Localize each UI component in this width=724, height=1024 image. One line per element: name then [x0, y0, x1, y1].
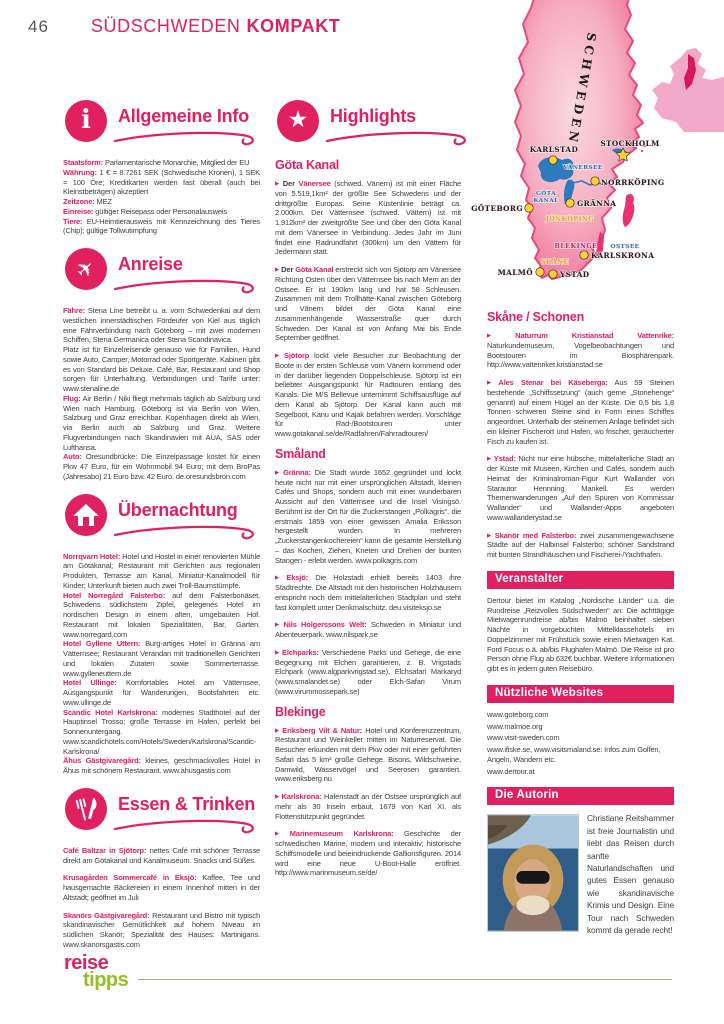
- website-line: www.goteborg.com: [487, 709, 549, 719]
- anreise-entry: [63, 306, 260, 345]
- city-dot-ystad: [549, 270, 557, 278]
- websites-list: [487, 710, 674, 777]
- fork-knife-icon: [65, 788, 107, 830]
- section-highlights: [275, 98, 461, 878]
- swoosh-underline: [113, 817, 263, 835]
- entry-lead: Ales Stenar bei Käseberga:: [498, 378, 608, 387]
- entry-text: Komfortables Hotel am Vätternsee, Ausgangspunkt für Wanderungen, Bootsfahrten etc. www.ullinge.de: [63, 678, 261, 707]
- veranstalter-text: Dertour bietet im Katalog „Nordische Länder“ u.a. die Rundreise „Reizvolles Südschweden“ an: Die achttägige Mietwagenrundreise ab/bis Malmö beinhaltet sieben Nächte in vorgebuchten Mittelklassehotels im Doppelzimmer mit Frühstück sowie einen Mietwagen Kat. Ford Focus o.ä. ab/bis Flughafen Malmö. Die Reise ist pro Person ohne Flug ab 632€ buchbar. Weitere Informationen gibt es in jedem guten Reisebüro.: [487, 595, 674, 673]
- subsection-title-skane: Skåne / Schonen: [487, 310, 585, 324]
- star-icon-glyph: ★: [287, 106, 309, 133]
- entry-lead: Göta Kanal: [295, 265, 334, 274]
- entry-text: Die Holzstadt erhielt bereits 1403 ihre Stadtrechte. Die Altstadt mit den historischen Holzhäusern entspricht noch dem mittelalterlichen Stadtplan und steht fast komplett unter Denkmalschutz. deu.visiteksjo.se: [275, 573, 461, 612]
- restaurant-entry: [63, 846, 260, 866]
- entry-lead: Tiere:: [63, 216, 83, 226]
- entry-text: gültiger Reisepass oder Personalausweis: [93, 206, 228, 216]
- country-label: SCHWEDEN: [565, 31, 599, 147]
- fork-knife-icon-shape: [73, 797, 99, 821]
- entry-lead: Åhus Gästgivaregård:: [63, 756, 141, 766]
- footer-divider-line: [138, 979, 672, 980]
- city-label-norrkoping: NORRKÖPING: [601, 178, 665, 187]
- house-icon: [65, 494, 107, 536]
- entry-prefix: Der: [282, 179, 299, 188]
- triangle-bullet: ▶: [487, 333, 514, 339]
- info-icon-glyph: i: [81, 104, 91, 135]
- hotel-entry: [63, 708, 260, 757]
- entry-text: Hafenstadt an der Ostsee ursprünglich auf mehr als 30 Inseln erbaut, 1679 von Karl XI. als Flottenstützpunkt gegründet.: [275, 792, 461, 821]
- triangle-bullet: ▶: [275, 575, 285, 582]
- entry-lead: Auto:: [63, 452, 82, 462]
- highlight-entry: [487, 378, 674, 446]
- entry-text: kleines, geschmackvolles Hotel in Åhus mit schönem Restaurant. www.ahusgastis.com: [63, 756, 260, 775]
- city-label-karlstad: KARLSTAD: [529, 145, 579, 154]
- entry-lead: Zeitzone:: [63, 197, 95, 206]
- entry-text: Naturkundemuseum, Vogelbeobachtungen und Bootstouren im Biosphärenpark. http://www.vattenriket.kristianstad.se: [487, 340, 674, 370]
- city-dot-karlskrona: [580, 251, 588, 259]
- city-dot-goteborg: [525, 204, 533, 212]
- subsection-body: [275, 179, 461, 439]
- restaurant-entry: [63, 911, 260, 950]
- house-icon-shape: [73, 503, 99, 527]
- entry-lead: Flug:: [63, 393, 81, 403]
- entry-text: EU-Heimtierausweis mit Kennzeichnung des Tieres (Chip); gültige Tollwutimpfung: [63, 216, 260, 236]
- europe-inset-map: [652, 48, 724, 132]
- hotel-entry: [63, 639, 260, 678]
- entry-lead: Einreise:: [63, 206, 94, 216]
- city-label-granna: GRÄNNA: [577, 199, 617, 208]
- section-uebernachtung: [63, 492, 260, 776]
- entry-text: (schwed. Vänern) ist mit einer Fläche von 5.519,1km² der größte See Schwedens und der drittgrößte Europas. Seine Küstenlinie beträgt ca. 2.000km. Der Vätternsee (schwed. Vättern) ist mit 1.912km² der zweitgrößte See und über den Göta Kanal mit dem Vänersee in Verbindung. Jedes Jahr im Juni findet eine Radrundfahrt (300km) um den Vättern für Jedermann statt.: [275, 179, 461, 257]
- entry-lead: Währung:: [63, 167, 97, 177]
- entry-lead: Skanörs Gästgivaregård:: [63, 910, 150, 920]
- info-icon: [65, 100, 107, 142]
- highlight-entry: [275, 573, 461, 612]
- city-dot-granna: [566, 199, 574, 207]
- section-allgemeine-info: [63, 98, 260, 236]
- highlight-entry: [275, 351, 461, 439]
- highlight-entry: [275, 179, 461, 257]
- logo-tipps: tipps: [83, 969, 129, 991]
- entry-text: Nicht nur eine hübsche, mittelalterliche Stadt an der Küste mit Museen, Kirchen und Cafés, sondern auch Heimat der Kriminalroman-Figur Kurt Wallander von Starautor Hennning Mankell. Es werden Themenwanderungen „Auf den Spuren von Kommissar Wallander“ und Wallander-Apps angeboten www.wallanderystad.se: [487, 454, 674, 522]
- triangle-bullet: ▶: [275, 181, 281, 187]
- author-block: [487, 812, 674, 936]
- entry-text: 1 € = 8.7261 SEK (Schwedische Kronen), 1 SEK = 100 Öre; Kreditkarten werden fast überall (auch bei Kleinstbeträgen) akzeptiert: [63, 167, 260, 197]
- anreise-entry: [63, 394, 260, 453]
- section-title: Übernachtung: [118, 499, 238, 520]
- star-icon: [277, 100, 319, 142]
- water-label-gota: GÖTA: [535, 191, 557, 197]
- subsection-body: [275, 468, 461, 697]
- section-title: Highlights: [330, 106, 416, 126]
- entry-lead: Eksjö:: [286, 573, 308, 583]
- entry-text: modernes Stadthotel auf der Hauptinsel Trosso; große Terrasse im Hafen, perfekt bei Sonnenuntergang. www.scandichotels.com/Hotels/Sweden/Karlskrona/Scandic-Karlskrona/: [63, 707, 260, 756]
- restaurant-entry: [63, 873, 260, 902]
- highlight-entry: [487, 331, 674, 370]
- page-title-bold: KOMPAKT: [246, 16, 341, 36]
- plane-icon-glyph: ✈: [71, 253, 101, 284]
- highlight-entry: [275, 829, 461, 878]
- entry-text: Geschichte der schwedischen Marine, modern und interaktiv; historische Schiffsmodelle und beieindruckende Gallionsfiguren. 2014 wird eine neue U-Boot-Halle eröffnet. http://www.marinmuseum.se/de/: [275, 829, 461, 878]
- entry-text: Parlamentarische Monarchie, Mitglied der EU: [103, 158, 250, 167]
- triangle-bullet: ▶: [275, 831, 288, 838]
- subsection-body: [487, 331, 674, 560]
- city-label-ystad: YSTAD: [560, 270, 590, 279]
- entry-lead: Scandic Hotel Karlskrona:: [63, 707, 158, 717]
- city-dot-malmo: [536, 268, 544, 276]
- swoosh-underline: [325, 129, 475, 147]
- entry-text: MEZ: [94, 197, 112, 206]
- entry-lead: Krusagården Sommercafé in Eksjö:: [63, 873, 197, 883]
- triangle-bullet: ▶: [487, 380, 497, 386]
- region-label-jonkoping: JÖNKÖPING: [545, 216, 595, 223]
- entry-text: erstreckt sich von Sjötorp am Vänersee Richtung Osten über den Vätternsee bis nach Mem an der Ostsee. Er ist 190km lang und hat 58 Schleusen. Zusammen mit dem Trollhätte-Kanal zwischen Göteborg und Vänern bildet der Göta Kanal eine zusammenhängende Wasserstraße quer durch Schweden. Der Kanal ist von Anfang Mai bis Ende September geöffnet.: [275, 265, 461, 343]
- entry-lead: Vänersee: [298, 179, 331, 188]
- section-header: [63, 246, 260, 302]
- entry-lead: Eriksberg Vilt & Natur:: [282, 725, 363, 735]
- entry-text: zwei zusammengewachsene Städte auf der Halbinsel Falsterbo; schöner Sandstrand mit bunten Strandhäuschen und Fischerei-/Yachthafen.: [487, 530, 674, 559]
- city-label-malmo: MALMÖ: [497, 268, 533, 277]
- section-title: Allgemeine Info: [118, 106, 250, 126]
- entry-lead: Hotel Norregård Falsterbo:: [63, 590, 165, 600]
- section-header: [63, 98, 260, 154]
- entry-text: Burg-artiges Hotel in Gränna am Vätternsee; Restaurant Verandan mit traditionellen Gerichten und lokalen Zutaten sowie Sommerterrasse. www.gylleneuttern.de: [63, 639, 260, 678]
- entry-text: Hotel und Hostel in einer renovierten Mühle am Götakanal; Restaurant mit Gerichten aus regionalen Produkten, Terrasse am Kanal, Miniatur-Kanalmodell für Kinder; Unterkunft bieten auch zwei Troll-Baumstümpfe.: [63, 551, 260, 590]
- subsection-title-gota-kanal: Göta Kanal: [275, 158, 339, 172]
- entry-text: Restaurant und Bistro mit typisch skandinavischer Gemütlichkeit auf hohem Niveau im südlichen Skanör; Spezialität des Hauses: Martinigans. www.skanorsgastis.com: [63, 910, 260, 949]
- triangle-bullet: ▶: [275, 727, 281, 734]
- entry-lead: Sjötorp: [284, 351, 310, 360]
- author-text: Christiane Reitshammer ist freie Journalistin und liebt das Reisen durch sanfte Naturlandschaften und gutes Essen genauso wie skandinavische Krimis und Design. Eine Tour nach Schweden kommt da gerade recht!: [587, 813, 674, 936]
- section-body: [63, 552, 260, 776]
- swoosh-underline: [113, 129, 263, 147]
- entry-lead: Gränna:: [283, 467, 311, 477]
- subsection-title-blekinge: Blekinge: [275, 704, 326, 719]
- info-entry: [63, 207, 260, 217]
- entry-lead: Café Baltzar in Sjötorp:: [63, 845, 147, 855]
- author-photo: [487, 814, 579, 932]
- entry-text: nettes Café mit schöner Terrasse direkt am Götakanal und Kanalmuseum. Snacks und Süßes.: [63, 845, 260, 865]
- sweden-map: [471, 0, 724, 296]
- highlight-entry: [487, 454, 674, 522]
- entry-text: Oresundbrücke: Die Einzelpassage kostet für einen Pkw 47 Euro, für ein Wohnmobil 94 Euro; mit dem BroPas (Jahresabo) 21 Euro bzw. 42 Euro. de.oresundsbron.com: [63, 452, 260, 481]
- hotel-entry: [63, 552, 260, 591]
- veranstalter-banner: Veranstalter: [487, 571, 674, 589]
- entry-text: auf dem Falsterbonäset, Schwedens südlichstem Zipfel, gelegenes Hotel im nordischen Design in einem alten, umgebauten Hof. Restaurant mit lokalen Spezialitäten, Bar, Garten. www.norregard.com: [63, 590, 260, 639]
- section-header: [275, 98, 461, 154]
- highlight-entry: [275, 792, 461, 821]
- entry-lead: Karlskrona:: [281, 792, 322, 801]
- water-label-kanal: KANAL: [533, 198, 559, 204]
- highlight-entry: [275, 726, 461, 785]
- entry-text: Stena Line betreibt u. a. vom Schwedenkai auf dem westlichen innerstädtischen Fördeufer von Kiel aus täglich eine Fährverbindung nach Göteborg – mit zwei modernen Schiffen, Stena Germanica oder Stena Scandinavica.: [63, 306, 260, 345]
- triangle-bullet: ▶: [275, 267, 280, 273]
- triangle-bullet: ▶: [275, 469, 282, 476]
- section-body: [63, 306, 260, 482]
- websites-banner: Nützliche Websites: [487, 685, 674, 703]
- water-label-vanersee: VÄNERSEE: [563, 165, 603, 171]
- entry-text: Schweden in Miniatur und Abenteuerpark. www.nilspark.se: [275, 620, 461, 639]
- entry-lead: Hotel Ullinge:: [63, 678, 117, 688]
- section-header: [63, 786, 260, 842]
- city-label-goteborg: GÖTEBORG: [471, 204, 523, 213]
- section-essen-trinken: [63, 786, 260, 950]
- right-column: [471, 0, 674, 937]
- subsection-title-smaland: Småland: [275, 446, 326, 461]
- entry-text: Verschiedene Parks und Gehege, die eine Begegnung mit Elchen garantieren, z. B. Vrigstads Elchpark (www.algparkvrigstad.se), Elchsafari Markaryd (www.smalandet.se) oder Elch-Safari Virum (www.virummossepark.se): [275, 647, 461, 696]
- plane-icon: [65, 248, 107, 290]
- website-line: www.malmoe.org: [487, 721, 543, 731]
- triangle-bullet: ▶: [275, 622, 282, 629]
- entry-lead: Ystad:: [493, 454, 516, 464]
- highlight-entry: [275, 468, 461, 566]
- triangle-bullet: ▶: [275, 353, 282, 359]
- section-body: [63, 158, 260, 236]
- section-body: [63, 846, 260, 950]
- highlight-entry: [275, 648, 461, 697]
- entry-lead: Marinemuseum Karlskrona:: [289, 829, 394, 839]
- entry-lead: Skanör med Falsterbo:: [494, 530, 577, 540]
- reisetipps-logo: [64, 953, 174, 1003]
- highlight-entry: [275, 620, 461, 640]
- entry-lead: Nils Holgerssons Welt:: [283, 620, 367, 630]
- swoosh-underline: [113, 277, 263, 295]
- triangle-bullet: ▶: [275, 794, 280, 800]
- website-line: www.dertour.at: [487, 766, 535, 776]
- entry-lead: Fähre:: [63, 306, 86, 315]
- highlight-entry: [487, 531, 674, 560]
- entry-lead: Staatsform:: [63, 158, 104, 167]
- subsection-body: [275, 726, 461, 879]
- info-entry: [63, 217, 260, 237]
- section-header: [63, 492, 260, 548]
- entry-text: Platz ist für Einzelreisende genauso wie für Familien, Hund sowie Auto, Camper, Motorrad oder Sportgeräte. Kabinen gibt es von Standard bis Deluxe. Café, Bar, Restaurant und Shop sorgen für Unterhaltung. Verbindungen und Tarife unter: www.stenaline.de: [63, 345, 260, 393]
- entry-text: Air Berlin / Niki fliegt mehrmals täglich ab Salzburg und Wien nach Hamburg. Göteborg ist via Berlin von Wien, Salzburg und Graz erreichbar. Kopenhagen direkt ab Wien, via Berlin auch ab Salzburg und Graz. Weitere Flugverbindungen nach Skandinavien mit AUA, SAS oder Lufthansa.: [63, 393, 260, 452]
- entry-lead: Norrqvarn Hotel:: [63, 551, 121, 561]
- hotel-entry: [63, 756, 260, 776]
- entry-text: Die Stadt wurde 1652 gegründet und lockt heute nicht nur mit einer ursprünglichen Altstadt, kleinen Cafés und Shops, sondern auch mit einer wunderbaren Aussicht auf den Vätternsee und die Insel Visingsö. Berühmt ist der Ort für die Zuckerstangen „Polkagris“, die erstmals 1859 von einer gewissen Amalia Eriksson hergestellt wurden. In mehreren „Zuckerstangenkochereien“ kann die gesamte Herstellung – das Kochen, Ziehen, Kneten und Drehen der bunten Stangen - erlebt werden. www.polkagris.com: [275, 467, 461, 565]
- logo-reise: reise: [64, 952, 109, 974]
- section-title: Essen & Trinken: [118, 793, 256, 814]
- info-entry: [63, 158, 260, 168]
- page-number: 46: [28, 17, 49, 36]
- website-line: www.visit-sweden.com: [487, 733, 560, 743]
- city-dot-norrkoping: [591, 177, 599, 185]
- middle-column: [275, 0, 461, 888]
- entry-lead: Hotel Gyllene Uttern:: [63, 639, 141, 649]
- city-dot-karlstad: [549, 156, 557, 164]
- autorin-banner: Die Autorin: [487, 787, 674, 805]
- page-title: SÜDSCHWEDEN: [90, 16, 241, 36]
- triangle-bullet: ▶: [487, 532, 493, 539]
- left-column: [63, 0, 260, 960]
- gotland-island: [623, 194, 635, 227]
- hotel-entry: [63, 591, 260, 640]
- anreise-entry: [63, 345, 260, 394]
- entry-text: Kaffee, Tee und hausgemachte Bäckereien in einem Innenhof mitten in der Altstadt; geöffnet im Juli: [63, 873, 261, 902]
- info-entry: [63, 197, 260, 207]
- region-label-blekinge: BLEKINGE: [554, 243, 598, 250]
- entry-lead: Elchparks:: [282, 647, 319, 657]
- section-anreise: [63, 246, 260, 482]
- section-title: Anreise: [118, 254, 183, 274]
- entry-text: lockt viele Besucher zur Beobachtung der Boote in der ersten Schleuse vom Vänern kommend oder in der darüber liegenden Doppelschleuse. Sjötorp ist ein beliebter Ausgangspunkt für Radtouren entlang des Kanals. Die M/S Bellevue unternimmt Schiffsausflüge auf dem Kanal ab Sjötorp. Der Kanal kann auch mit Segelboot, Kanu und Kajak befahren werden. Vorschläge für Rad-/Bootstouren unter www.gotakanal.se/de/Radfahren/Fahrradtouren/: [275, 351, 461, 438]
- anreise-entry: [63, 452, 260, 481]
- region-label-skane: SKÅNE: [541, 259, 569, 266]
- entry-lead: Naturrum Kristianstad Vattenrike:: [515, 331, 674, 340]
- swoosh-underline: [113, 523, 263, 541]
- city-label-karlskrona: KARLSKRONA: [591, 251, 655, 260]
- city-label-stockholm: STOCKHOLM: [600, 139, 660, 148]
- water-label-ostsee: OSTSEE: [610, 244, 640, 250]
- entry-prefix: Der: [281, 265, 296, 274]
- triangle-bullet: ▶: [275, 649, 280, 656]
- hotel-entry: [63, 678, 260, 707]
- highlight-entry: [275, 265, 461, 343]
- website-line: www.ifiske.se, www.visitsmaland.se: Infos zum Golfen, Angeln, Wandern etc.: [487, 745, 661, 764]
- entry-text: Hotel und Konferenzzentrum, Restaurant und Weinkeller mitten im Naturreservat. Die Besucher erkunden mit dem Pkw oder mit einer geführten Safari das 5 km² große Gehege. Bisons, Wildschweine, Damwild, Wasservögel und Seerosen garantiert. www.eriksberg.nu: [275, 725, 461, 784]
- triangle-bullet: ▶: [487, 456, 492, 463]
- info-entry: [63, 168, 260, 197]
- entry-text: Aus 59 Steinen bestehende „Schiffssetzung“ (auch gerne „Stonehenge“ genannt) auf einem Hügel an der Küste. Die 0,5 bis 1,8 Tonnen schweren Steine sind in Form eines Schiffes angeordnet. Unterhalb der steinernen Anlage befindet sich ein kleiner Fischerort und Hafen, wo frischer, geräucherter Fisch zu kaufen ist.: [487, 378, 674, 446]
